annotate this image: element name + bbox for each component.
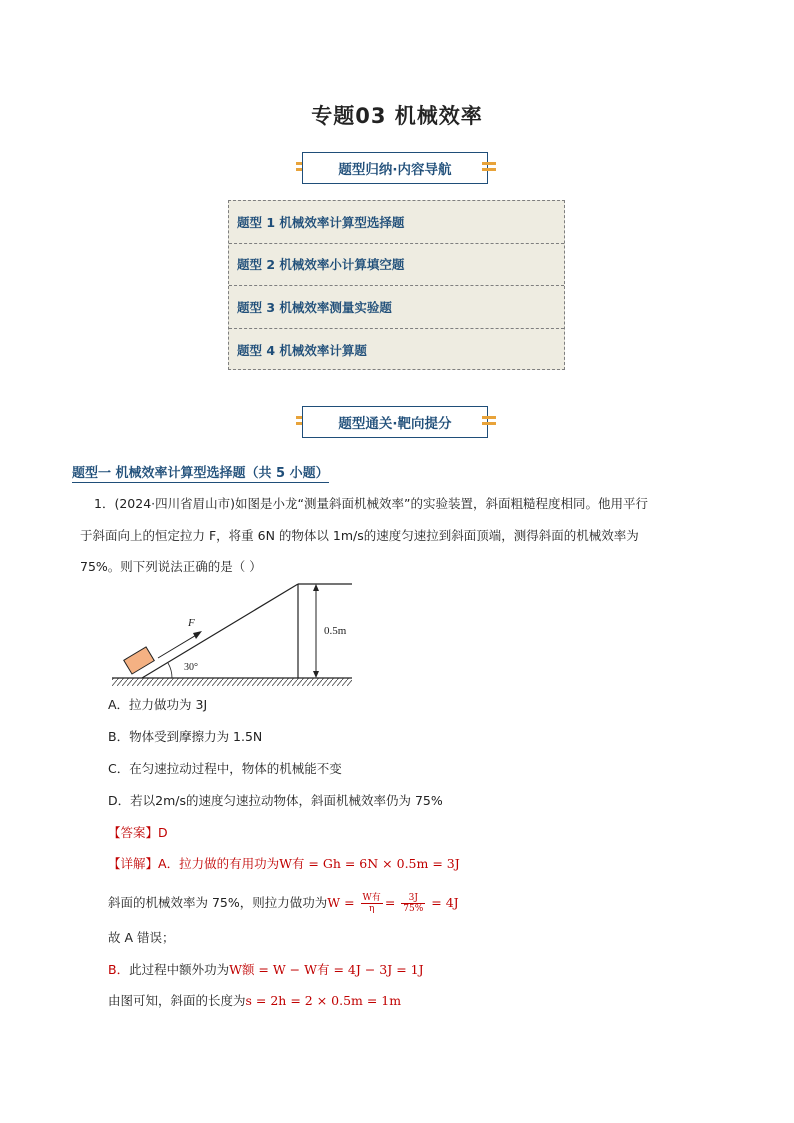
detail-b-line — [108, 962, 424, 978]
detail-a-text: A．拉力做的有用功为 — [158, 856, 280, 871]
detail-a-line — [108, 856, 460, 872]
topic-nav-list — [228, 200, 565, 370]
incline-surface — [142, 584, 298, 678]
banner-right-decoration — [482, 162, 496, 174]
option-d: D．若以2m/s的速度匀速拉动物体，斜面机械效率仍为 75% — [108, 793, 443, 808]
nav-item-topic-2[interactable]: 题型 2 机械效率小计算填空题 — [229, 244, 564, 287]
detail-a-conclusion: 故 A 错误； — [108, 930, 175, 945]
option-c: C．在匀速拉动过程中，物体的机械能不变 — [108, 761, 342, 776]
detail-eff-lhs: W = — [327, 895, 355, 910]
ground-hatching — [112, 678, 352, 686]
nav-item-topic-1[interactable]: 题型 1 机械效率计算型选择题 — [229, 201, 564, 244]
detail-label: 【详解】 — [108, 856, 159, 871]
detail-b-label: B． — [108, 962, 130, 977]
detail-b-formula: W额 = W − W有 = 4J − 3J = 1J — [229, 962, 424, 977]
nav-item-topic-4[interactable]: 题型 4 机械效率计算题 — [237, 342, 367, 358]
question-line-3: 75%。则下列说法正确的是（ ） — [80, 559, 262, 574]
detail-a-formula: W有 = Gh = 6N × 0.5m = 3J — [279, 856, 460, 871]
force-arrowhead — [193, 631, 202, 639]
detail-len-formula: s = 2h = 2 × 0.5m = 1m — [245, 993, 402, 1008]
fraction-values: $\frac{3J}{75\%}$ — [403, 893, 424, 914]
height-label: 0.5m — [324, 625, 347, 637]
content-nav-banner — [296, 152, 496, 186]
banner-title: 题型归纳·内容导航 — [302, 152, 488, 184]
height-arrow-bottom — [313, 671, 319, 678]
detail-eff-result: = 4J — [431, 895, 459, 910]
detail-length-line — [108, 993, 401, 1009]
angle-arc — [168, 663, 172, 678]
incline-diagram — [112, 578, 357, 690]
banner-title: 题型通关·靶向提分 — [302, 406, 488, 438]
nav-item-topic-3[interactable]: 题型 3 机械效率测量实验题 — [229, 286, 564, 329]
force-arrow — [158, 634, 198, 658]
answer-label: 【答案】 — [108, 825, 159, 840]
block — [124, 647, 155, 674]
question-line-2: 于斜面向上的恒定拉力 F，将重 6N 的物体以 1m/s的速度匀速拉到斜面顶端，测得斜面的机械效率为 — [80, 528, 639, 543]
height-arrow-top — [313, 584, 319, 591]
fraction-work-over-efficiency: $\frac{\text{W有}}{\eta}$ — [362, 893, 381, 914]
banner-right-decoration — [482, 416, 496, 428]
answer-line — [108, 825, 168, 841]
section-heading: 题型一 机械效率计算型选择题（共 5 小题） — [72, 462, 329, 483]
detail-eff-text: 斜面的机械效率为 75%，则拉力做功为 — [108, 895, 328, 910]
question-line-1: 1．(2024·四川省眉山市)如图是小龙“测量斜面机械效率”的实验装置，斜面粗糙程度相同。他用平行 — [94, 496, 648, 511]
option-b: B．物体受到摩擦力为 1.5N — [108, 729, 263, 744]
detail-len-text: 由图可知，斜面的长度为 — [108, 993, 246, 1008]
detail-efficiency-line: 斜面的机械效率为 75%，则拉力做功为W = $\frac{\text{W有}}{\eta}$ = $\frac{3J}{75\%}$ = 4J — [108, 893, 459, 914]
angle-label: 30° — [184, 662, 198, 673]
practice-banner — [296, 406, 496, 440]
option-a: A．拉力做功为 3J — [108, 697, 208, 712]
page-title: 专题03 机械效率 — [311, 104, 483, 128]
force-label: F — [188, 617, 195, 629]
detail-b-text: 此过程中额外功为 — [129, 962, 230, 977]
answer-value: D — [158, 825, 168, 840]
